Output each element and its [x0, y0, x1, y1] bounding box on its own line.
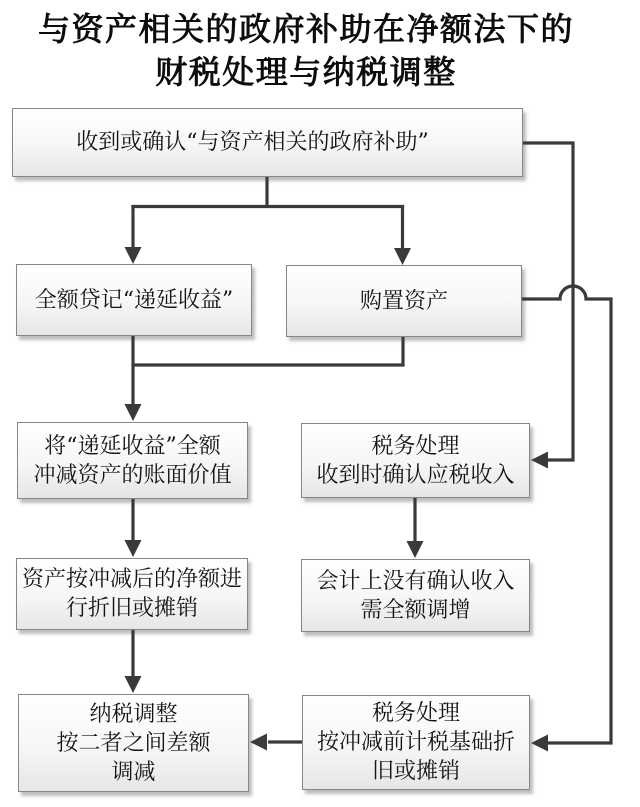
arrowhead-to-credit: [125, 247, 142, 264]
arrowhead-to-tax-basis: [531, 735, 548, 752]
arrowhead-to-purchase: [394, 248, 411, 265]
node-label: 税务处理: [371, 701, 460, 726]
arrowhead-to-adjust-right: [250, 734, 267, 751]
arrowhead-to-accounting: [407, 541, 424, 558]
node-label: 收到时确认应税收入: [316, 462, 515, 488]
connector-purchase-to-tax-basis: [522, 286, 611, 743]
node-label: 会计上没有确认收入: [316, 568, 515, 594]
node-label: 将“递延收益”全额: [44, 433, 221, 459]
node-label: 冲减资产的账面价值: [33, 462, 232, 488]
arrowhead-to-depreciate: [125, 540, 142, 557]
node-label: 行折旧或摊销: [65, 596, 198, 621]
node-label: 旧或摊销: [371, 759, 460, 784]
arrowhead-to-tax-receipt: [531, 452, 548, 469]
node-label: 收到或确认“与资产相关的政府补助”: [76, 130, 429, 155]
node-label: 调减: [111, 759, 156, 785]
node-label: 资产按冲减后的净额进: [21, 567, 242, 592]
node-label: 税务处理: [371, 433, 460, 459]
node-label: 全额贷记“递延收益”: [34, 287, 234, 313]
node-label: 购置资产: [359, 288, 448, 314]
arrowhead-to-adjust-top: [125, 676, 142, 693]
node-label: 按冲减前计税基础折: [316, 730, 515, 755]
connector-receive-to-tax-receipt: [523, 143, 573, 460]
title-line-1: 与资产相关的政府补助在净额法下的: [37, 10, 574, 48]
node-label: 按二者之间差额: [56, 730, 211, 756]
arrowhead-to-offset: [125, 404, 142, 421]
node-label: 纳税调整: [89, 701, 178, 727]
title-line-2: 财税处理与纳税调整: [155, 53, 457, 91]
connector-purchase-merge: [133, 337, 403, 365]
node-label: 需全额调增: [360, 597, 471, 623]
